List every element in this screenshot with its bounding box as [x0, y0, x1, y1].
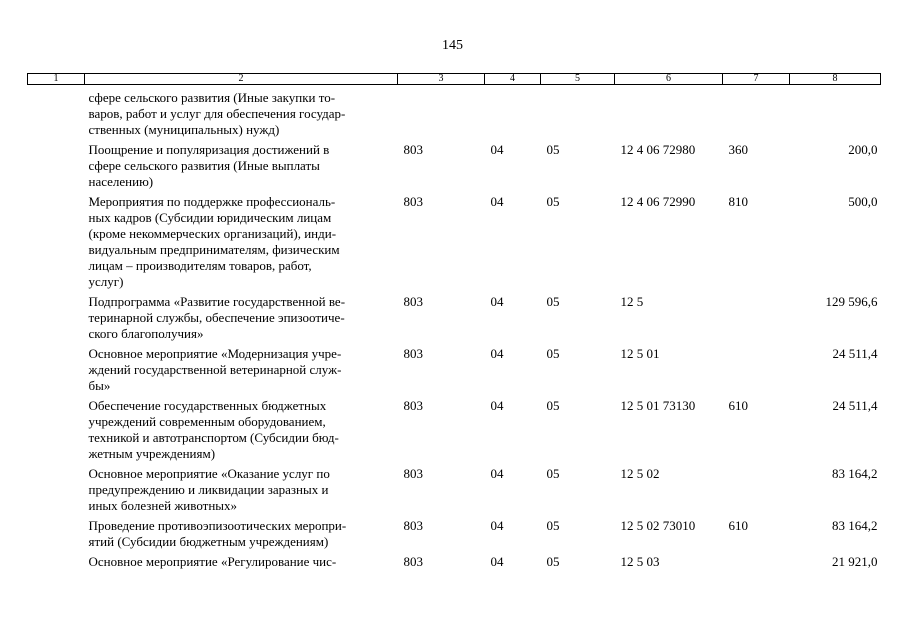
cell-section-code	[485, 462, 541, 514]
cell-ministry-code-text: 803	[403, 294, 423, 309]
table-row	[28, 550, 881, 570]
cell-target-article	[615, 514, 723, 550]
row-name-text: Основное мероприятие «Модернизация учре- ждений государственной ветеринарной служ- бы»	[88, 346, 342, 393]
cell-target-article-text: 12 5 03	[620, 554, 660, 569]
row-name-text: Обеспечение государственных бюджетных учреждений современным оборудованием, техникой и автотранспортом (Субсидии бюд- жетным учреждениям)	[88, 398, 339, 461]
row-name	[85, 85, 398, 139]
column-header-6: 6	[615, 74, 723, 85]
row-name	[85, 190, 398, 290]
cell-section-code	[485, 190, 541, 290]
row-name	[85, 138, 398, 190]
page-number: 145	[442, 38, 463, 53]
cell-col-1	[28, 138, 85, 190]
cell-subsection-code-text: 05	[546, 194, 560, 209]
table-row	[28, 514, 881, 550]
row-name-text: сфере сельского развития (Иные закупки то- варов, работ и услуг для обеспечения государ- ственных (муниципальных) нужд)	[88, 90, 346, 137]
cell-col-1	[28, 514, 85, 550]
cell-target-article	[615, 290, 723, 342]
cell-amount-text: 129 596,6	[825, 294, 878, 309]
cell-target-article-text: 12 5 02	[620, 466, 660, 481]
row-name-text: Поощрение и популяризация достижений в сфере сельского развития (Иные выплаты населению)	[88, 142, 330, 189]
row-name-text: Подпрограмма «Развитие государственной ве- теринарной службы, обеспечение эпизоотиче- ского благополучия»	[88, 294, 346, 341]
cell-amount-text: 24 511,4	[832, 398, 878, 413]
cell-section-code	[485, 342, 541, 394]
column-header-7: 7	[723, 74, 790, 85]
cell-amount	[790, 85, 881, 139]
cell-amount-text: 500,0	[848, 194, 878, 209]
cell-ministry-code-text: 803	[403, 466, 423, 481]
cell-target-article	[615, 394, 723, 462]
cell-section-code-text: 04	[490, 294, 504, 309]
cell-target-article	[615, 342, 723, 394]
cell-subsection-code-text: 05	[546, 518, 560, 533]
cell-target-article-text: 12 5 01	[620, 346, 660, 361]
cell-ministry-code	[398, 550, 485, 570]
cell-section-code-text: 04	[490, 346, 504, 361]
cell-ministry-code-text: 803	[403, 398, 423, 413]
cell-subsection-code-text: 05	[546, 294, 560, 309]
cell-subsection-code	[541, 394, 615, 462]
cell-section-code-text: 04	[490, 398, 504, 413]
cell-target-article	[615, 462, 723, 514]
cell-ministry-code-text: 803	[403, 346, 423, 361]
cell-section-code-text: 04	[490, 466, 504, 481]
cell-target-article	[615, 85, 723, 139]
cell-target-article-text: 12 5 02 73010	[620, 518, 696, 533]
cell-section-code-text: 04	[490, 518, 504, 533]
cell-col-1	[28, 550, 85, 570]
column-header-8: 8	[790, 74, 881, 85]
cell-subsection-code-text: 05	[546, 346, 560, 361]
cell-amount	[790, 550, 881, 570]
cell-subsection-code	[541, 290, 615, 342]
column-header-5: 5	[541, 74, 615, 85]
cell-subsection-code	[541, 190, 615, 290]
cell-ministry-code-text: 803	[403, 518, 423, 533]
cell-amount-text: 83 164,2	[832, 518, 878, 533]
cell-target-article-text: 12 4 06 72980	[620, 142, 696, 157]
cell-subsection-code	[541, 514, 615, 550]
cell-amount	[790, 190, 881, 290]
cell-expense-type-text: 360	[728, 142, 748, 157]
cell-target-article	[615, 550, 723, 570]
cell-target-article-text: 12 5	[620, 294, 644, 309]
cell-section-code	[485, 290, 541, 342]
cell-target-article-text: 12 5 01 73130	[620, 398, 696, 413]
cell-amount	[790, 138, 881, 190]
cell-expense-type-text: 610	[728, 518, 748, 533]
cell-subsection-code-text: 05	[546, 554, 560, 569]
cell-section-code	[485, 550, 541, 570]
cell-ministry-code	[398, 514, 485, 550]
table-row	[28, 394, 881, 462]
cell-ministry-code	[398, 138, 485, 190]
cell-section-code-text: 04	[490, 194, 504, 209]
row-name-text: Основное мероприятие «Регулирование чис-	[88, 554, 337, 569]
table-header-row	[28, 74, 881, 85]
cell-subsection-code	[541, 138, 615, 190]
row-name	[85, 514, 398, 550]
row-name	[85, 342, 398, 394]
cell-subsection-code-text: 05	[546, 398, 560, 413]
cell-subsection-code	[541, 342, 615, 394]
cell-col-1	[28, 462, 85, 514]
row-name	[85, 462, 398, 514]
row-name	[85, 290, 398, 342]
cell-target-article	[615, 190, 723, 290]
table-row	[28, 85, 881, 139]
cell-subsection-code	[541, 462, 615, 514]
cell-col-1	[28, 394, 85, 462]
budget-table	[27, 73, 881, 570]
cell-expense-type	[723, 514, 790, 550]
cell-expense-type	[723, 85, 790, 139]
cell-ministry-code-text: 803	[403, 194, 423, 209]
table-row	[28, 462, 881, 514]
cell-col-1	[28, 190, 85, 290]
cell-subsection-code	[541, 85, 615, 139]
cell-target-article	[615, 138, 723, 190]
cell-col-1	[28, 342, 85, 394]
cell-subsection-code-text: 05	[546, 466, 560, 481]
cell-target-article-text: 12 4 06 72990	[620, 194, 696, 209]
cell-ministry-code	[398, 394, 485, 462]
cell-expense-type	[723, 550, 790, 570]
row-name	[85, 550, 398, 570]
cell-ministry-code	[398, 462, 485, 514]
cell-section-code	[485, 85, 541, 139]
cell-section-code-text: 04	[490, 142, 504, 157]
cell-expense-type	[723, 394, 790, 462]
cell-subsection-code	[541, 550, 615, 570]
cell-expense-type-text: 810	[728, 194, 748, 209]
cell-amount	[790, 342, 881, 394]
row-name-text: Мероприятия по поддержке профессиональ- ных кадров (Субсидии юридическим лицам (кроме некоммерческих организаций), инди- видуальным предпринимателям, физическим лицам – производителям товаров, работ, услуг)	[88, 194, 340, 289]
cell-expense-type	[723, 138, 790, 190]
table-row	[28, 138, 881, 190]
cell-amount	[790, 290, 881, 342]
cell-expense-type	[723, 190, 790, 290]
row-name	[85, 394, 398, 462]
cell-amount	[790, 394, 881, 462]
row-name-text: Основное мероприятие «Оказание услуг по предупреждению и ликвидации заразных и иных болезней животных»	[88, 466, 330, 513]
column-header-2: 2	[85, 74, 398, 85]
cell-amount	[790, 462, 881, 514]
column-header-3: 3	[398, 74, 485, 85]
cell-col-1	[28, 290, 85, 342]
cell-subsection-code-text: 05	[546, 142, 560, 157]
cell-expense-type	[723, 462, 790, 514]
cell-amount-text: 21 921,0	[832, 554, 878, 569]
column-header-4: 4	[485, 74, 541, 85]
cell-expense-type	[723, 290, 790, 342]
table-row	[28, 290, 881, 342]
cell-section-code	[485, 514, 541, 550]
row-name-text: Проведение противоэпизоотических меропри- ятий (Субсидии бюджетным учреждениям)	[88, 518, 347, 549]
cell-amount	[790, 514, 881, 550]
column-header-1: 1	[28, 74, 85, 85]
cell-ministry-code	[398, 290, 485, 342]
cell-amount-text: 83 164,2	[832, 466, 878, 481]
cell-ministry-code-text: 803	[403, 142, 423, 157]
table-row	[28, 190, 881, 290]
cell-ministry-code	[398, 342, 485, 394]
cell-amount-text: 24 511,4	[832, 346, 878, 361]
cell-expense-type-text: 610	[728, 398, 748, 413]
cell-ministry-code	[398, 85, 485, 139]
table-row	[28, 342, 881, 394]
cell-ministry-code	[398, 190, 485, 290]
cell-amount-text: 200,0	[848, 142, 878, 157]
cell-ministry-code-text: 803	[403, 554, 423, 569]
cell-section-code-text: 04	[490, 554, 504, 569]
cell-section-code	[485, 394, 541, 462]
cell-section-code	[485, 138, 541, 190]
table-body	[28, 85, 881, 571]
cell-expense-type	[723, 342, 790, 394]
cell-col-1	[28, 85, 85, 139]
